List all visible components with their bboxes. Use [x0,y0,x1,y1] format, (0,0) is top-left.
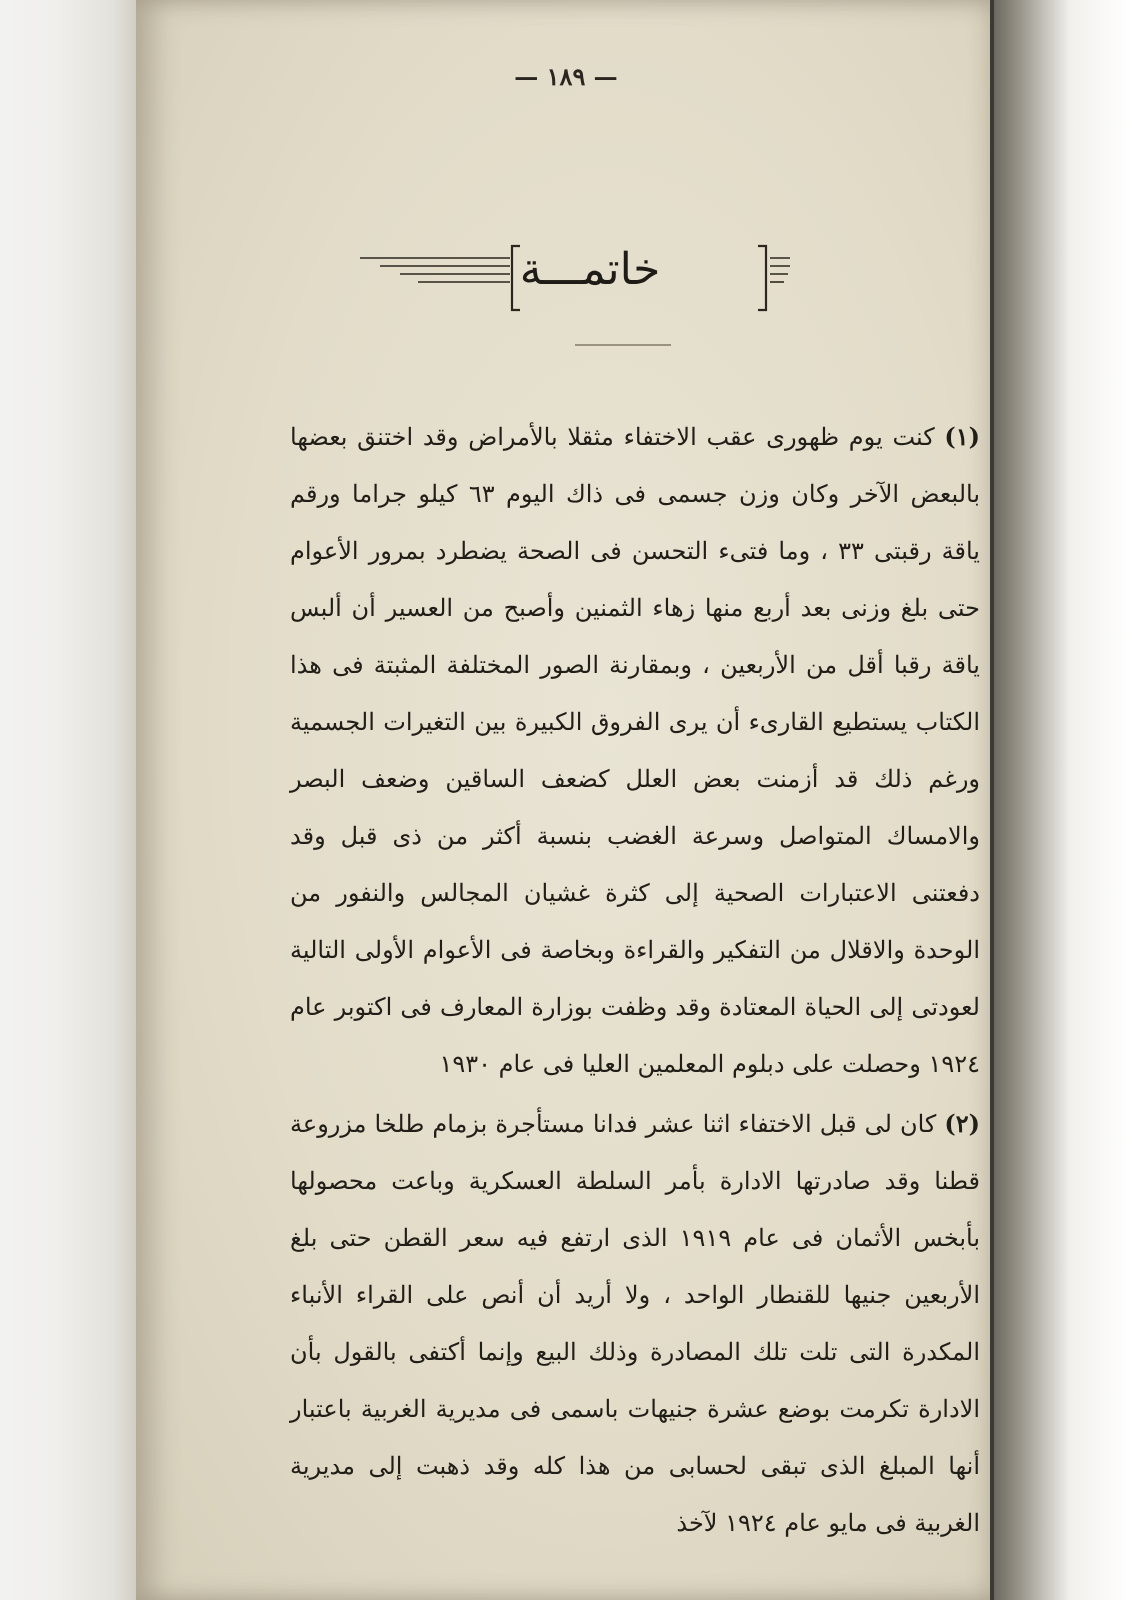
chapter-heading-ornament [360,240,790,320]
chapter-title: خاتمـــة [519,244,661,295]
paragraph-number: (٢) [944,1109,980,1138]
heading-underline-rule [575,344,671,346]
book-spine-strip [994,0,1132,1600]
paragraph-number: (١) [944,422,980,451]
left-background [0,0,140,1600]
paragraph-text: كنت يوم ظهورى عقب الاختفاء مثقلا بالأمراض وقد اختنق بعضها بالبعض الآخر وكان وزن جسمى فى ذاك اليوم ٦٣ كيلو جراما ورقم ياقة رقبتى ٣٣ ، وما فتىء التحسن فى الصحة يضطرد بمرور الأعوام حتى بلغ وزنى بعد أربع منها زهاء الثمنين وأصبح من العسير أن ألبس ياقة رقبا أقل من الأربعين ، وبمقارنة الصور المختلفة المثبتة فى هذا الكتاب يستطيع القارىء أن يرى الفروق الكبيرة بين التغيرات الجسمية ورغم ذلك قد أزمنت بعض العلل كضعف الساقين وضعف البصر والامساك المتواصل وسرعة الغضب بنسبة أكثر من ذى قبل وقد دفعتنى الاعتبارات الصحية إلى كثرة غشيان المجالس والنفور من الوحدة والاقلال من التفكير والقراءة وبخاصة فى الأعوام الأولى التالية لعودتى إلى الحياة المعتادة وقد وظفت بوزارة المعارف فى اكتوبر عام ١٩٢٤ وحصلت على دبلوم المعلمين العليا فى عام ١٩٣٠ [290,423,981,1078]
body-text [290,408,980,1552]
paragraph-2 [290,1095,980,1552]
page-number: — ١٨٩ — [514,62,618,91]
paragraph-1 [290,408,980,1093]
paragraph-text: كان لى قبل الاختفاء اثنا عشر فدانا مستأجرة بزمام طلخا مزروعة قطنا وقد صادرتها الادارة بأمر السلطة العسكرية وباعت محصولها بأبخس الأثمان فى عام ١٩١٩ الذى ارتفع فيه سعر القطن حتى بلغ الأربعين جنيها للقنطار الواحد ، ولا أريد أن أنص على القراء الأنباء المكدرة التى تلت تلك المصادرة وذلك البيع وإنما أكتفى بالقول بأن الادارة تكرمت بوضع عشرة جنيهات باسمى فى مديرية الغربية باعتبار أنها المبلغ الذى تبقى لحسابى من هذا كله وقد ذهبت إلى مديرية الغربية فى مايو عام ١٩٢٤ لآخذ [290,1110,981,1537]
